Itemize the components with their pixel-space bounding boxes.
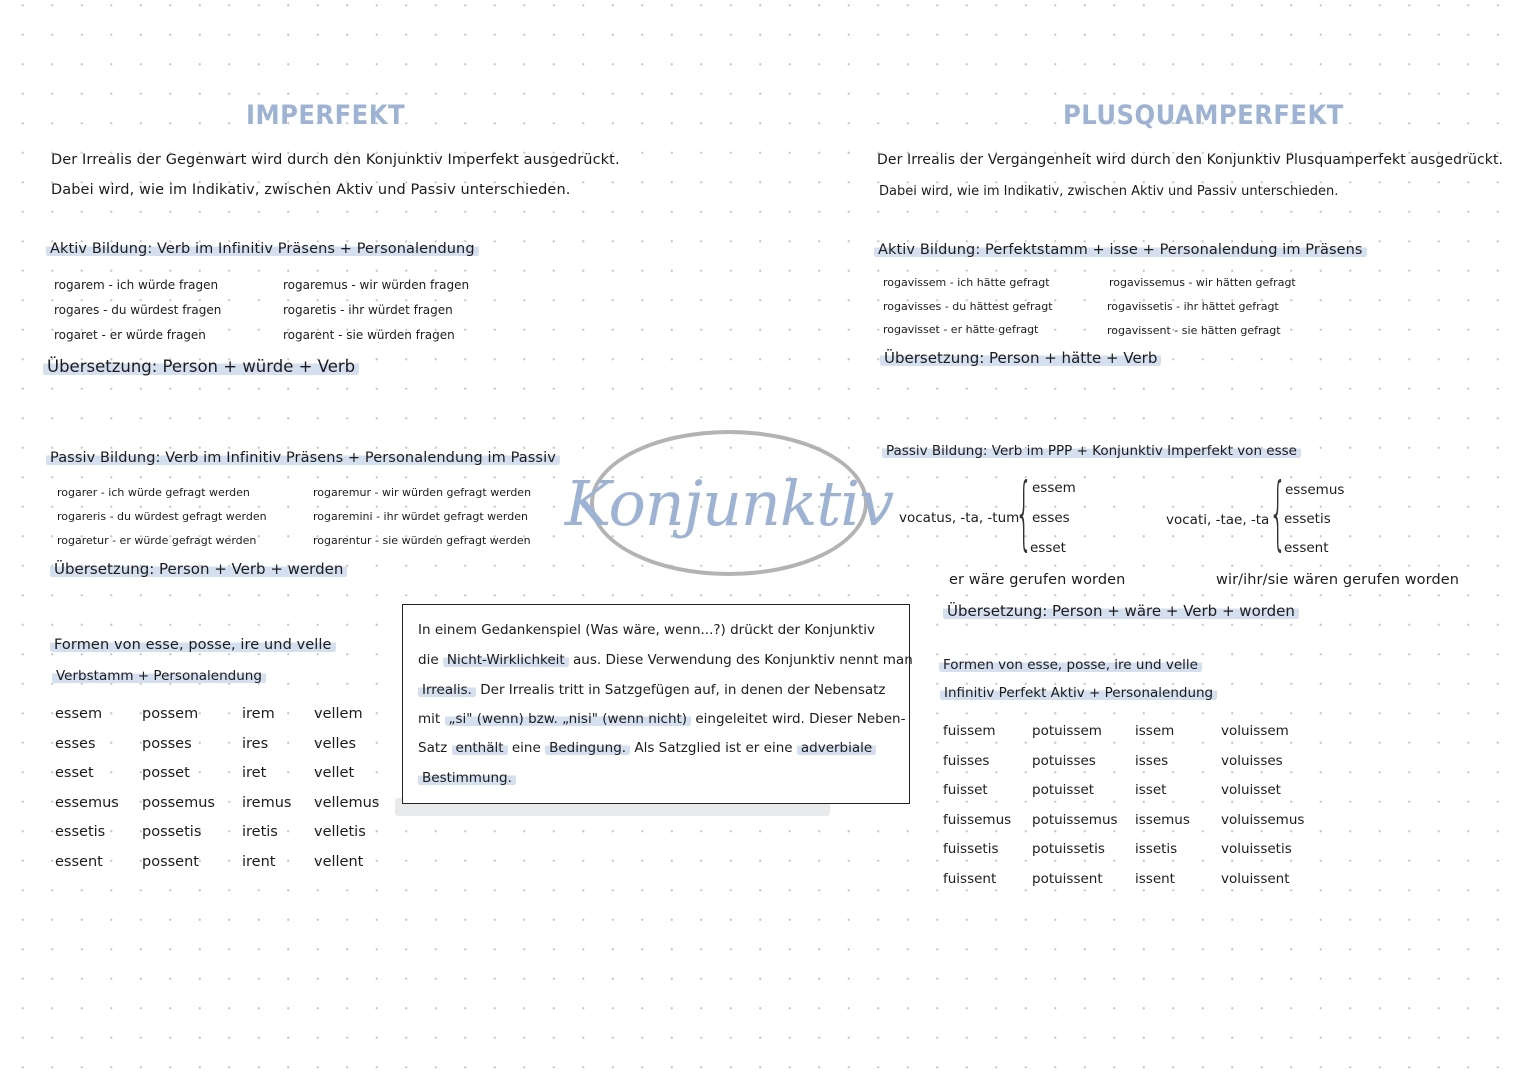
table-cell: irem	[242, 706, 275, 722]
plural-brace: {	[1269, 466, 1287, 559]
imperfekt-aktiv-translation: Übersetzung: Person + würde + Verb	[43, 357, 359, 376]
plusquamperfekt-aktiv-heading: Aktiv Bildung: Perfektstamm + isse + Personalendung im Präsens	[874, 242, 1367, 258]
table-cell: essetis	[55, 824, 106, 841]
box-line: Satz enthält eine Bedingung. Als Satzglied ist er eine adverbiale	[418, 740, 876, 756]
table-cell: fuissetis	[943, 841, 999, 858]
table-cell: voluisses	[1221, 752, 1283, 769]
imperfekt-intro-line-1: Der Irrealis der Gegenwart wird durch den Konjunktiv Imperfekt ausgedrückt.	[51, 152, 620, 168]
box-line: mit „si" (wenn) bzw. „nisi" (wenn nicht) eingeleitet wird. Dieser Neben-	[418, 711, 906, 727]
konjunktiv-title: Konjunktiv	[564, 466, 894, 540]
table-cell: voluissent	[1221, 870, 1290, 887]
imperfekt-aktiv-form: rogarent - sie würden fragen	[283, 328, 455, 342]
table-cell: issemus	[1135, 811, 1190, 828]
table-cell: voluissem	[1221, 723, 1289, 739]
imperfekt-title: IMPERFEKT	[246, 100, 406, 131]
imperfekt-aktiv-form: rogaremus - wir würden fragen	[283, 278, 470, 292]
passiv-example-singular: er wäre gerufen worden	[949, 572, 1126, 588]
plural-form: essemus	[1285, 482, 1345, 498]
box-line: Bestimmung.	[418, 770, 516, 786]
table-cell: issetis	[1135, 841, 1178, 858]
table-cell: potuissem	[1032, 723, 1102, 739]
table-cell: possemus	[142, 794, 215, 811]
plusquamperfekt-aktiv-form: rogavissemus - wir hätten gefragt	[1109, 276, 1296, 289]
imperfekt-aktiv-form: rogaret - er würde fragen	[54, 328, 206, 342]
singular-form: esses	[1032, 510, 1070, 526]
plusquamperfekt-passiv-translation: Übersetzung: Person + wäre + Verb + worden	[943, 602, 1299, 620]
imperfekt-aktiv-form: rogares - du würdest fragen	[54, 303, 222, 317]
plural-form: essetis	[1284, 511, 1331, 527]
plusquamperfekt-formen-subheading: Infinitiv Perfekt Aktiv + Personalendung	[940, 685, 1217, 701]
imperfekt-passiv-form: rogaretur - er würde gefragt werden	[57, 534, 257, 547]
singular-stem: vocatus, -ta, -tum	[899, 510, 1020, 526]
table-cell: voluisset	[1221, 782, 1281, 799]
imperfekt-aktiv-form: rogarem - ich würde fragen	[54, 278, 219, 292]
table-cell: posses	[142, 735, 192, 752]
table-cell: vellet	[314, 765, 355, 782]
table-cell: potuisset	[1032, 782, 1095, 799]
plural-form: essent	[1284, 540, 1329, 556]
table-cell: issent	[1135, 870, 1175, 887]
box-line: In einem Gedankenspiel (Was wäre, wenn...?) drückt der Konjunktiv	[418, 622, 876, 638]
plusquamperfekt-intro-line-2: Dabei wird, wie im Indikativ, zwischen Aktiv und Passiv unterschieden.	[879, 184, 1339, 199]
singular-brace: {	[1015, 466, 1033, 559]
table-cell: essemus	[55, 794, 119, 811]
plusquamperfekt-formen-heading: Formen von esse, posse, ire und velle	[939, 657, 1202, 673]
table-cell: potuissent	[1032, 870, 1103, 887]
imperfekt-intro-line-2: Dabei wird, wie im Indikativ, zwischen Aktiv und Passiv unterschieden.	[51, 182, 571, 198]
table-cell: irent	[242, 853, 276, 870]
table-cell: isses	[1135, 752, 1169, 769]
table-cell: potuissemus	[1032, 811, 1118, 828]
table-cell: fuissemus	[943, 811, 1012, 828]
imperfekt-formen-table	[55, 706, 394, 884]
box-line: die Nicht-Wirklichkeit aus. Diese Verwendung des Konjunktiv nennt man	[418, 652, 913, 668]
imperfekt-aktiv-heading: Aktiv Bildung: Verb im Infinitiv Präsens + Personalendung	[46, 241, 479, 257]
table-cell: potuissetis	[1032, 841, 1105, 858]
table-cell: fuissent	[943, 870, 997, 887]
table-cell: possetis	[142, 824, 202, 841]
table-cell: vellent	[314, 853, 364, 870]
imperfekt-passiv-heading: Passiv Bildung: Verb im Infinitiv Präsens + Personalendung im Passiv	[46, 450, 560, 466]
table-cell: velletis	[314, 824, 366, 841]
table-cell: ires	[242, 735, 269, 752]
plusquamperfekt-aktiv-translation: Übersetzung: Person + hätte + Verb	[880, 349, 1161, 367]
table-cell: issem	[1135, 723, 1175, 739]
imperfekt-passiv-form: rogareris - du würdest gefragt werden	[57, 510, 267, 523]
table-cell: voluissetis	[1221, 841, 1292, 858]
table-cell: isset	[1135, 782, 1167, 799]
imperfekt-passiv-form: rogaremini - ihr würdet gefragt werden	[313, 510, 528, 523]
table-cell: fuisset	[943, 782, 988, 799]
passiv-example-plural: wir/ihr/sie wären gerufen worden	[1216, 572, 1460, 588]
imperfekt-passiv-form: rogaremur - wir würden gefragt werden	[313, 486, 532, 499]
table-cell: fuissem	[943, 723, 996, 739]
table-cell: possem	[142, 706, 199, 722]
table-cell: vellemus	[314, 794, 380, 811]
table-cell: essem	[55, 706, 103, 722]
table-cell: voluissemus	[1221, 811, 1305, 828]
imperfekt-passiv-form: rogarentur - sie würden gefragt werden	[313, 534, 531, 547]
plusquamperfekt-passiv-heading: Passiv Bildung: Verb im PPP + Konjunktiv Imperfekt von esse	[882, 443, 1301, 459]
imperfekt-aktiv-form: rogaretis - ihr würdet fragen	[283, 303, 453, 317]
plusquamperfekt-formen-table	[943, 723, 1331, 901]
plural-stem: vocati, -tae, -ta	[1166, 512, 1270, 528]
table-cell: vellem	[314, 706, 363, 722]
table-cell: fuisses	[943, 752, 990, 769]
plusquamperfekt-aktiv-form: rogavissent - sie hätten gefragt	[1107, 324, 1281, 337]
table-cell: possent	[142, 853, 199, 870]
table-cell: posset	[142, 765, 190, 782]
table-cell: potuisses	[1032, 752, 1096, 769]
singular-form: esset	[1030, 540, 1066, 556]
table-cell: esses	[55, 735, 96, 752]
imperfekt-formen-heading: Formen von esse, posse, ire und velle	[50, 637, 336, 653]
table-cell: iretis	[242, 824, 278, 841]
table-cell: essent	[55, 853, 103, 870]
imperfekt-passiv-translation: Übersetzung: Person + Verb + werden	[50, 560, 347, 578]
plusquamperfekt-aktiv-form: rogavisses - du hättest gefragt	[883, 300, 1053, 313]
plusquamperfekt-intro-line-1: Der Irrealis der Vergangenheit wird durch den Konjunktiv Plusquamperfekt ausgedrückt.	[877, 152, 1504, 168]
plusquamperfekt-aktiv-form: rogavissem - ich hätte gefragt	[883, 276, 1050, 289]
table-cell: esset	[55, 765, 94, 782]
imperfekt-passiv-form: rogarer - ich würde gefragt werden	[57, 486, 250, 499]
table-cell: iremus	[242, 794, 292, 811]
plusquamperfekt-aktiv-form: rogavisset - er hätte gefragt	[883, 323, 1039, 336]
imperfekt-formen-subheading: Verbstamm + Personalendung	[52, 668, 266, 684]
plusquamperfekt-aktiv-form: rogavissetis - ihr hättet gefragt	[1107, 300, 1279, 313]
box-line: Irrealis. Der Irrealis tritt in Satzgefügen auf, in denen der Nebensatz	[418, 682, 886, 698]
plusquamperfekt-title: PLUSQUAMPERFEKT	[1063, 100, 1344, 131]
singular-form: essem	[1032, 480, 1076, 496]
table-cell: iret	[242, 765, 267, 782]
table-cell: velles	[314, 735, 357, 752]
